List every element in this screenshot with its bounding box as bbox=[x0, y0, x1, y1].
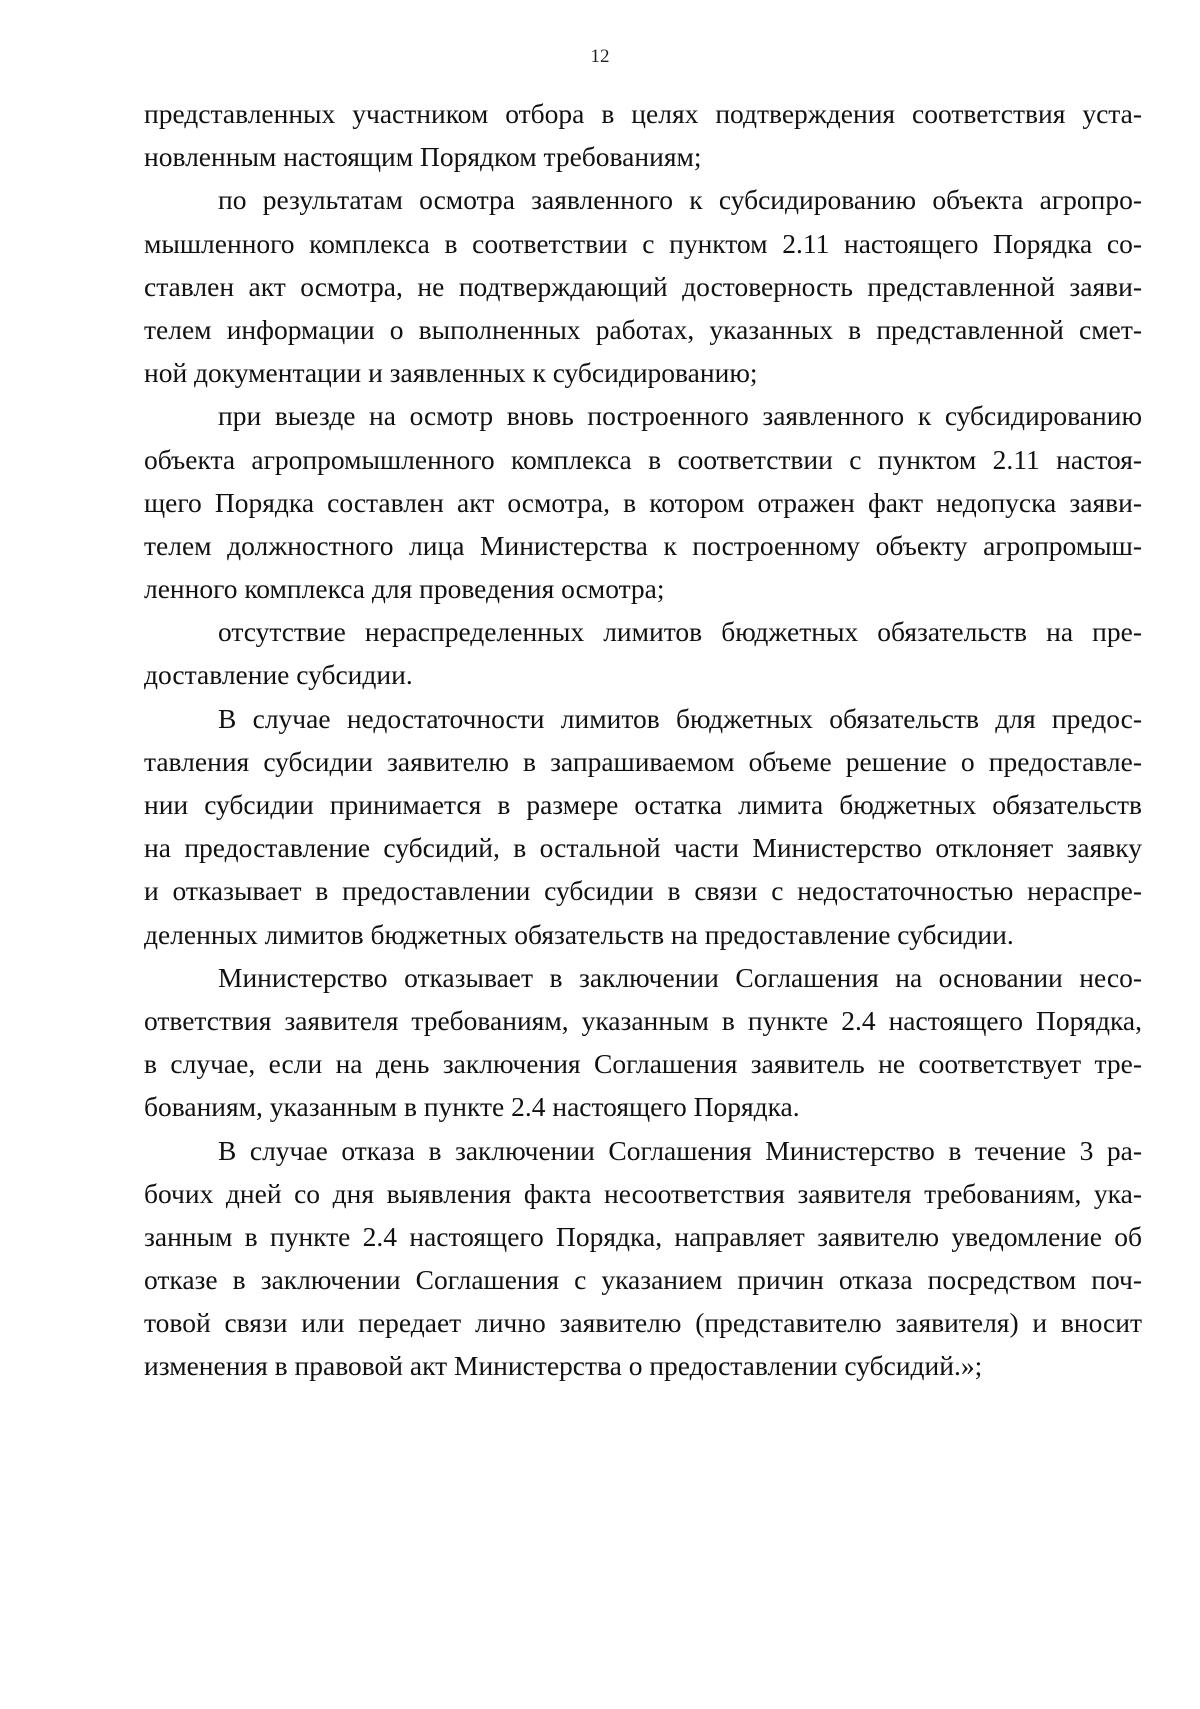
text-line: телем должностного лица Министерства к построенному объекту агропромыш- bbox=[144, 529, 1142, 561]
text-line: щего Порядка составлен акт осмотра, в котором отражен факт недопуска заяви- bbox=[144, 486, 1142, 518]
text-line: отсутствие нераспределенных лимитов бюджетных обязательств на пре- bbox=[218, 616, 1142, 648]
text-line: изменения в правовой акт Министерства о предоставлении субсидий.»; bbox=[144, 1350, 983, 1382]
paragraph bbox=[144, 1129, 1142, 1388]
text-line: тавления субсидии заявителю в запрашиваемом объеме решение о предоставле- bbox=[144, 745, 1142, 777]
text-line: на предоставление субсидий, в остальной части Министерство отклоняет заявку bbox=[144, 832, 1142, 864]
paragraph bbox=[144, 697, 1142, 956]
text-line: бочих дней со дня выявления факта несоответствия заявителя требованиям, ука- bbox=[144, 1177, 1142, 1209]
text-line: телем информации о выполненных работах, указанных в представленной смет- bbox=[144, 313, 1142, 345]
text-line: товой связи или передает лично заявителю (представителю заявителя) и вносит bbox=[144, 1307, 1142, 1339]
text-line: объекта агропромышленного комплекса в соответствии с пунктом 2.11 настоя- bbox=[144, 443, 1142, 475]
text-line: мышленного комплекса в соответствии с пунктом 2.11 настоящего Порядка со- bbox=[144, 227, 1142, 259]
text-line: в случае, если на день заключения Соглашения заявитель не соответствует тре- bbox=[144, 1048, 1142, 1080]
paragraph bbox=[144, 92, 1142, 178]
text-line: при выезде на осмотр вновь построенного заявленного к субсидированию bbox=[218, 400, 1142, 432]
text-line: доставление субсидии. bbox=[144, 659, 413, 691]
text-line: ставлен акт осмотра, не подтверждающий достоверность представленной заяви- bbox=[144, 270, 1142, 302]
text-line: В случае недостаточности лимитов бюджетных обязательств для предос- bbox=[218, 702, 1142, 734]
paragraph bbox=[144, 178, 1142, 394]
paragraph bbox=[144, 394, 1142, 610]
document-body bbox=[144, 92, 1142, 1388]
text-line: Министерство отказывает в заключении Соглашения на основании несо- bbox=[218, 961, 1142, 993]
text-line: В случае отказа в заключении Соглашения Министерство в течение 3 ра- bbox=[218, 1134, 1142, 1166]
text-line: ленного комплекса для проведения осмотра; bbox=[144, 573, 665, 605]
text-line: и отказывает в предоставлении субсидии в связи с недостаточностью нераспре- bbox=[144, 875, 1142, 907]
page-number: 12 bbox=[590, 46, 610, 67]
paragraph bbox=[144, 610, 1142, 696]
paragraph bbox=[144, 956, 1142, 1129]
text-line: представленных участником отбора в целях подтверждения соответствия уста- bbox=[144, 98, 1142, 129]
text-line: по результатам осмотра заявленного к субсидированию объекта агропро- bbox=[218, 184, 1142, 216]
text-line: ответствия заявителя требованиям, указанным в пункте 2.4 настоящего Порядка, bbox=[144, 1004, 1142, 1036]
text-line: занным в пункте 2.4 настоящего Порядка, направляет заявителю уведомление об bbox=[144, 1220, 1142, 1252]
text-line: отказе в заключении Соглашения с указанием причин отказа посредством поч- bbox=[144, 1264, 1142, 1296]
text-line: новленным настоящим Порядком требованиям; bbox=[144, 141, 702, 173]
text-line: бованиям, указанным в пункте 2.4 настоящего Порядка. bbox=[144, 1091, 800, 1123]
text-line: деленных лимитов бюджетных обязательств на предоставление субсидии. bbox=[144, 918, 1014, 950]
text-line: нии субсидии принимается в размере остатка лимита бюджетных обязательств bbox=[144, 789, 1142, 820]
text-line: ной документации и заявленных к субсидированию; bbox=[144, 357, 758, 389]
